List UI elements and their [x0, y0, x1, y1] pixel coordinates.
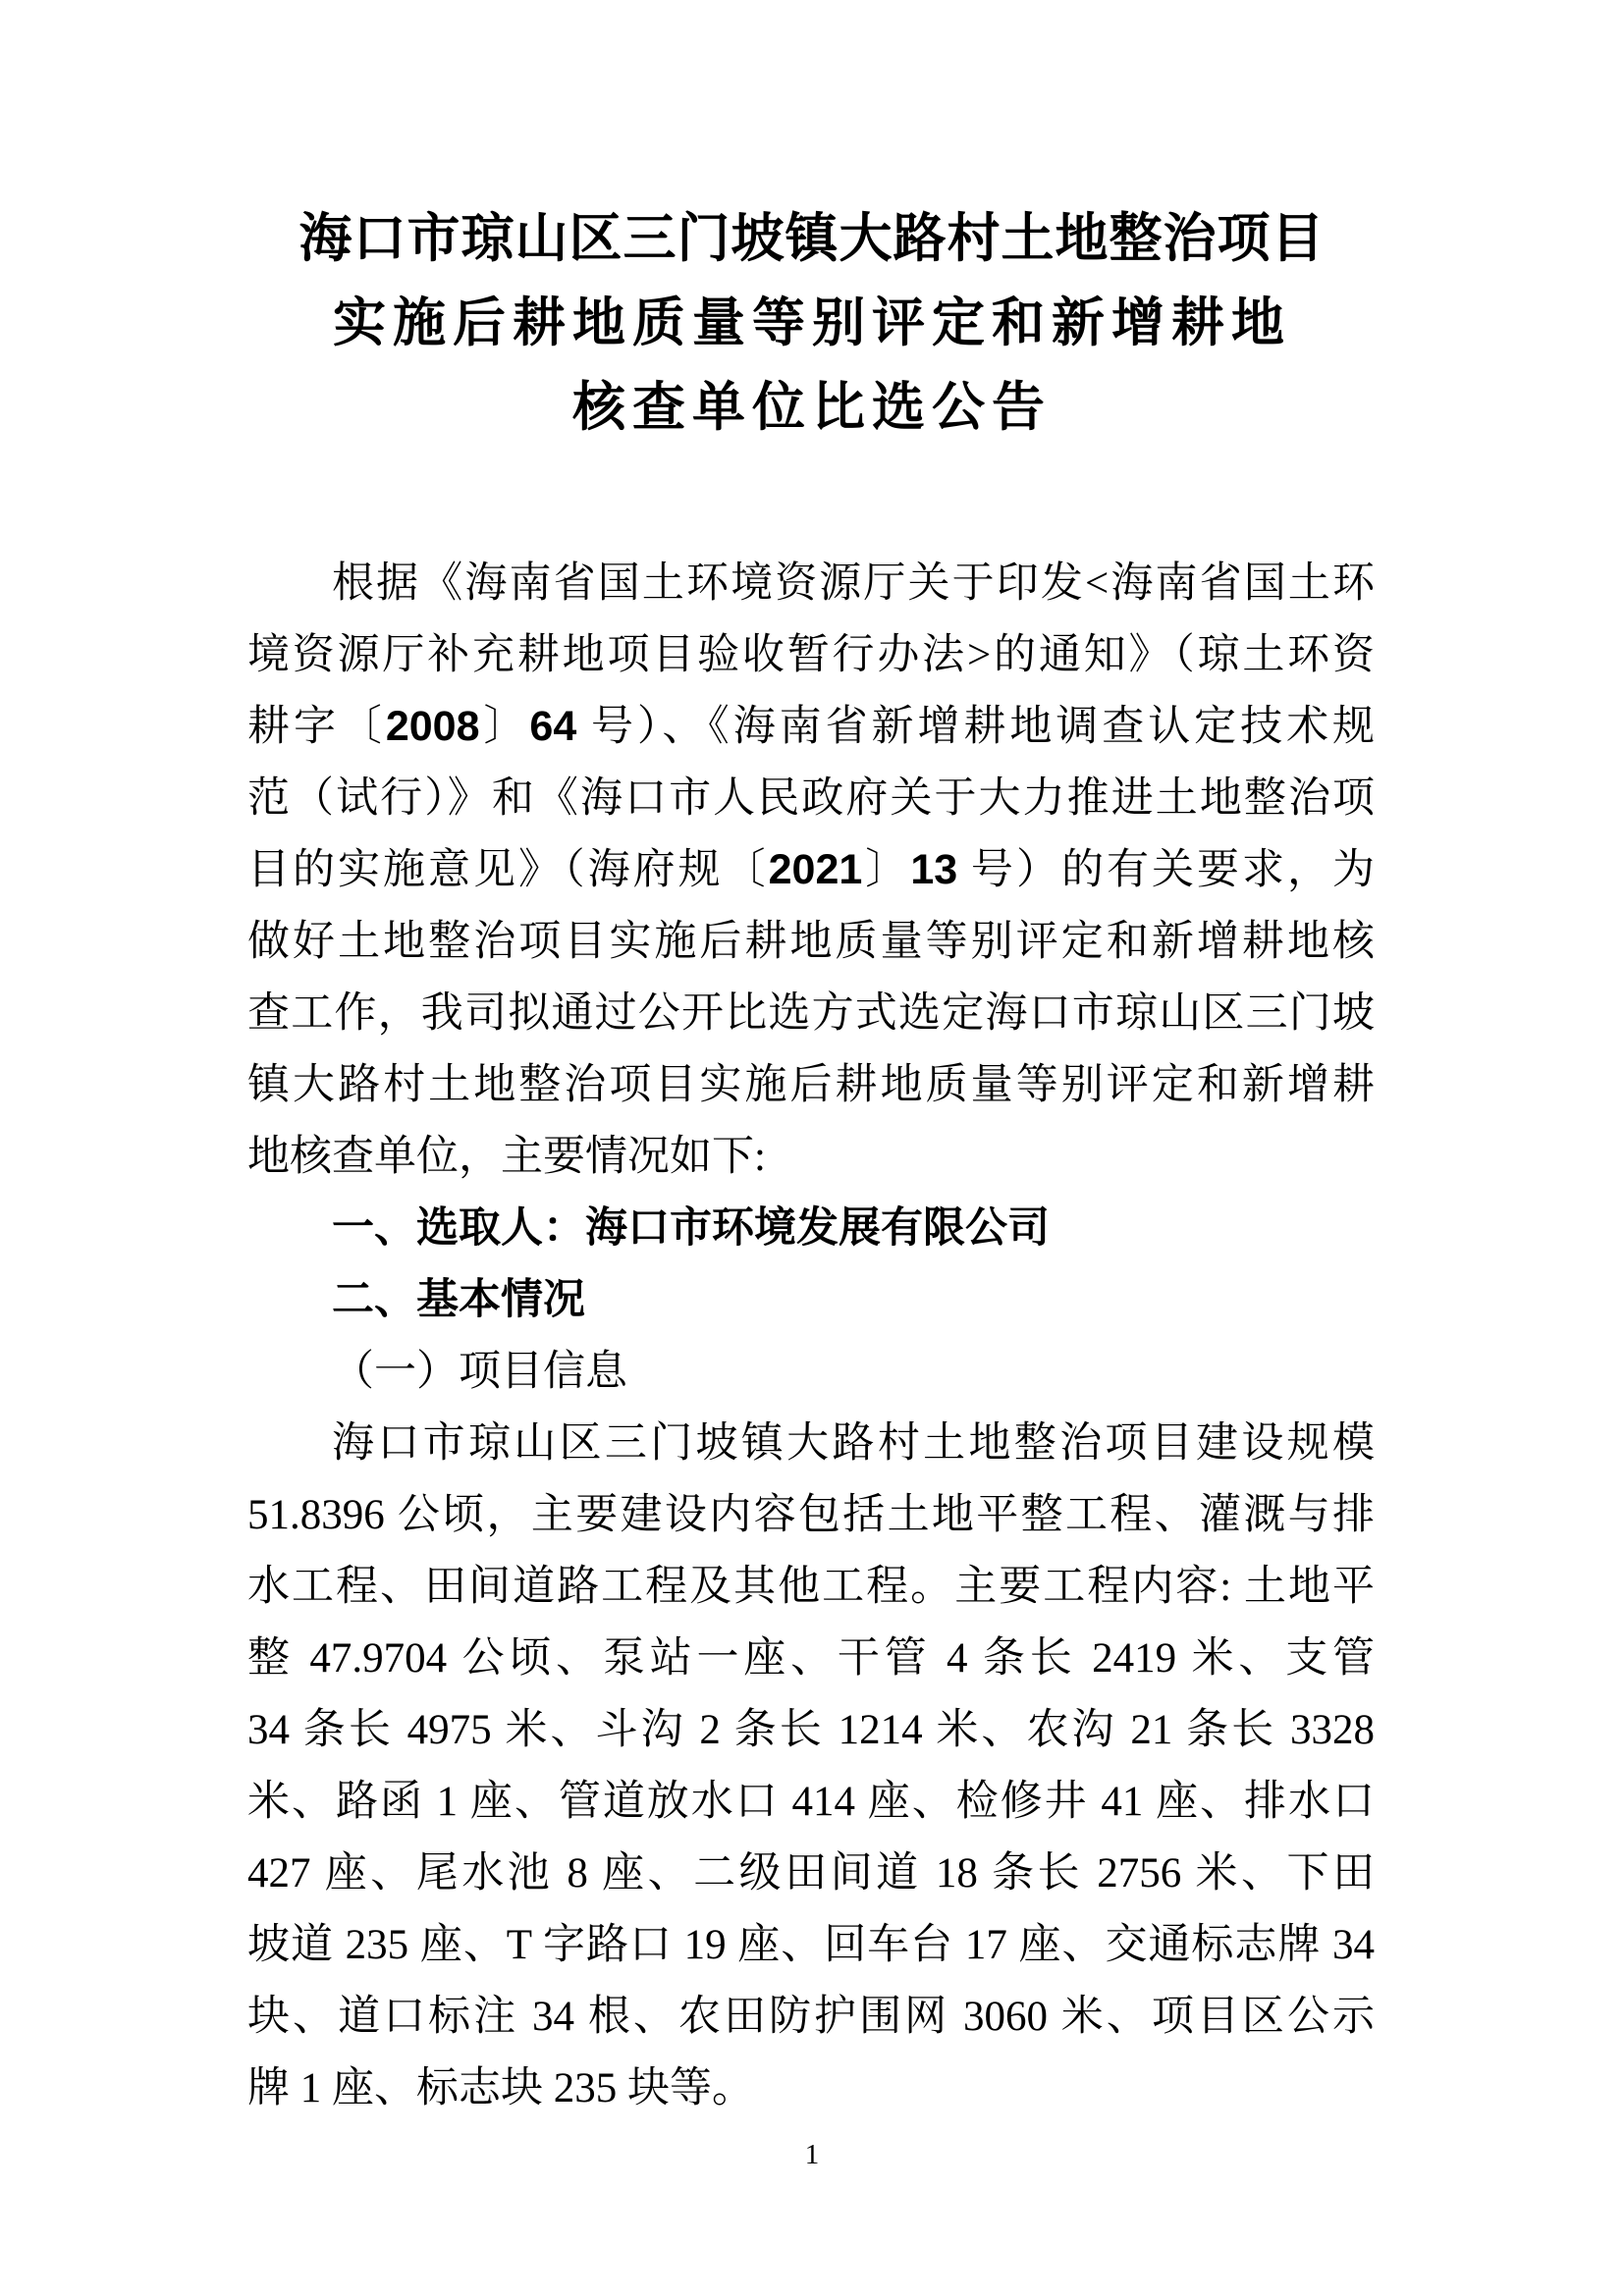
- text-run: 一、选取人：海口市环境发展有限公司: [332, 1204, 1050, 1252]
- text-run: 二、基本情况: [332, 1276, 585, 1323]
- text-line: [247, 691, 1375, 763]
- title-line-2: 实施后耕地质量等别评定和新增耕地: [333, 294, 1291, 352]
- text-run: 号）、《海南省新增耕地调查认定技术规: [576, 704, 1376, 750]
- text-line: [247, 1838, 1375, 1909]
- text-run: 海口市琼山区三门坡镇大路村土地整治项目建设规模: [332, 1420, 1375, 1467]
- text-line: [247, 763, 1375, 834]
- text-line: [247, 834, 1375, 906]
- text-line: [247, 1336, 1375, 1408]
- text-line: [247, 1121, 1375, 1193]
- number-run: 2021: [768, 846, 863, 893]
- text-run: 〕: [479, 704, 530, 750]
- text-run: 34 条长 4975 米、斗沟 2 条长 1214 米、农沟 21 条长 3328: [247, 1707, 1375, 1753]
- text-run: （一）项目信息: [332, 1349, 627, 1395]
- text-line: [247, 1766, 1375, 1838]
- text-run: 坡道 235 座、T 字路口 19 座、回车台 17 座、交通标志牌 34: [247, 1922, 1375, 1968]
- text-line: [247, 1551, 1375, 1623]
- text-run: 地核查单位，主要情况如下:: [247, 1134, 766, 1180]
- text-line: [247, 1193, 1375, 1264]
- title-line-1: 海口市琼山区三门坡镇大路村土地整治项目: [298, 209, 1326, 268]
- document-body: [247, 548, 1375, 2124]
- text-line: [247, 619, 1375, 691]
- text-line: [247, 1049, 1375, 1121]
- text-line: [247, 1408, 1375, 1479]
- text-line: [247, 1479, 1375, 1551]
- text-line: [247, 1694, 1375, 1766]
- text-run: 51.8396 公顷，主要建设内容包括土地平整工程、灌溉与排: [247, 1492, 1375, 1538]
- document-title: [0, 196, 1624, 450]
- text-run: 镇大路村土地整治项目实施后耕地质量等别评定和新增耕: [247, 1062, 1375, 1108]
- text-run: 427 座、尾水池 8 座、二级田间道 18 条长 2756 米、下田: [247, 1850, 1375, 1896]
- number-run: 64: [529, 703, 577, 750]
- text-run: 块、道口标注 34 根、农田防护围网 3060 米、项目区公示: [247, 1994, 1375, 2040]
- number-run: 2008: [385, 703, 480, 750]
- text-line: [247, 1981, 1375, 2053]
- text-line: [247, 2053, 1375, 2124]
- text-run: 水工程、田间道路工程及其他工程。主要工程内容: 土地平: [247, 1564, 1375, 1610]
- title-line-3: 核查单位比选公告: [572, 378, 1052, 437]
- text-line: [247, 1623, 1375, 1694]
- text-run: 牌 1 座、标志块 235 块等。: [247, 2065, 754, 2111]
- text-line: [247, 548, 1375, 619]
- text-line: [247, 906, 1375, 978]
- page-number: 1: [804, 2139, 820, 2170]
- text-run: 〕: [862, 847, 911, 893]
- text-run: 目的实施意见》（海府规〔: [247, 847, 769, 893]
- text-run: 米、路函 1 座、管道放水口 414 座、检修井 41 座、排水口: [247, 1779, 1375, 1825]
- text-run: 整 47.9704 公顷、泵站一座、干管 4 条长 2419 米、支管: [247, 1635, 1375, 1682]
- text-run: 根据《海南省国土环境资源厅关于印发<海南省国土环: [332, 561, 1375, 607]
- text-run: 查工作，我司拟通过公开比选方式选定海口市琼山区三门坡: [247, 990, 1375, 1037]
- text-run: 境资源厅补充耕地项目验收暂行办法>的通知》（琼土环资: [247, 632, 1375, 678]
- text-line: [247, 1909, 1375, 1981]
- text-line: [247, 978, 1375, 1049]
- text-run: 做好土地整治项目实施后耕地质量等别评定和新增耕地核: [247, 919, 1375, 965]
- number-run: 13: [910, 846, 958, 893]
- text-run: 耕字〔: [247, 704, 386, 750]
- text-run: 号）的有关要求，为: [957, 847, 1376, 893]
- text-line: [247, 1264, 1375, 1336]
- text-run: 范（试行）》和《海口市人民政府关于大力推进土地整治项: [247, 775, 1375, 822]
